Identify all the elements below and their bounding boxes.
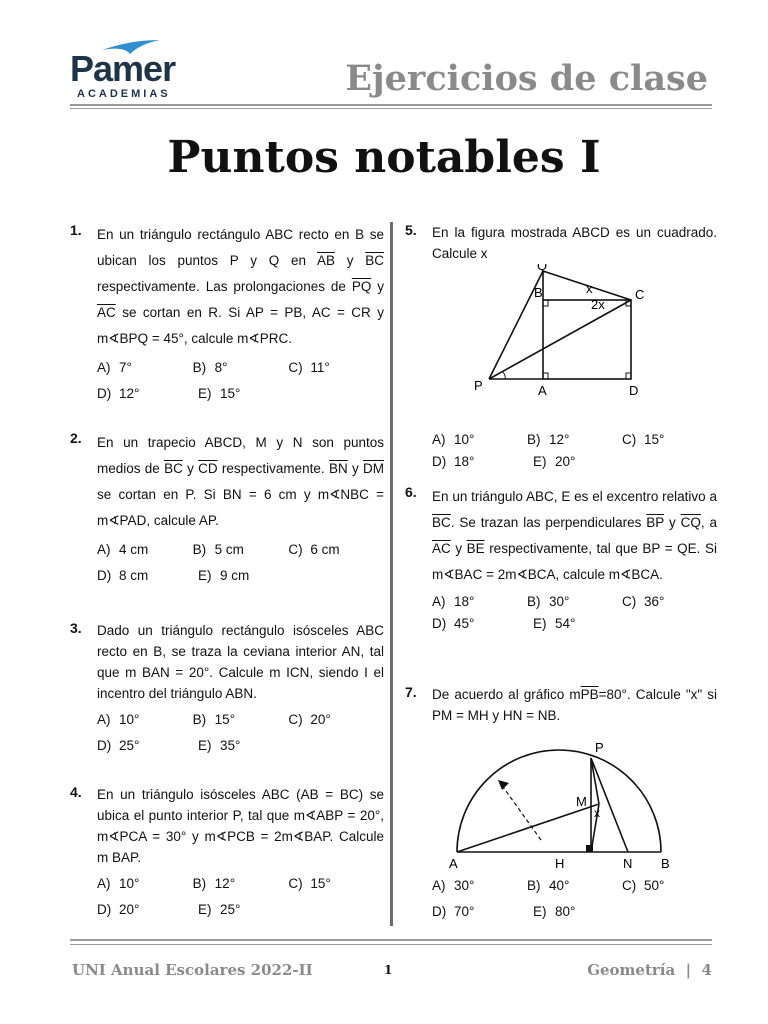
exercise-number: 5. <box>405 222 417 238</box>
exercise-3 <box>70 620 384 758</box>
page-title: Puntos notables I <box>167 132 601 183</box>
exercise-5 <box>405 222 717 472</box>
option-a[interactable]: A) 4 cm <box>97 541 149 557</box>
square-diagram <box>405 264 717 414</box>
option-c[interactable]: C) 15° <box>288 875 331 891</box>
exercise-4 <box>70 784 384 922</box>
exercise-6 <box>405 484 717 634</box>
exercise-1 <box>70 222 384 406</box>
option-e[interactable]: E) 25° <box>198 901 241 917</box>
segment-label: $\overline{PQ}$ <box>351 279 372 294</box>
text-run: , a <box>700 515 717 530</box>
answer-options <box>97 706 384 758</box>
column-divider <box>390 222 393 926</box>
exercise-2 <box>70 430 384 588</box>
option-d[interactable]: D) 18° <box>432 453 475 469</box>
footer-page-marker: 1 <box>384 963 393 977</box>
exercise-number: 4. <box>70 784 82 800</box>
segment-label: $\overline{DM}$ <box>362 461 384 476</box>
label-q: Q <box>537 264 548 273</box>
segment-label: $\overline{BC}$ <box>432 515 451 530</box>
option-e[interactable]: E) 15° <box>198 385 241 401</box>
option-b[interactable]: B) 8° <box>192 359 228 375</box>
exercise-number: 7. <box>405 684 417 700</box>
exercise-statement <box>432 484 717 588</box>
option-b[interactable]: B) 30° <box>527 593 570 609</box>
option-c[interactable]: C) 11° <box>288 359 330 375</box>
label-a: A <box>449 856 458 868</box>
answer-options <box>432 590 717 634</box>
text-run: y <box>664 515 681 530</box>
segment-label: $\overline{AB}$ <box>317 253 336 268</box>
text-run: respectivamente. Las prolongaciones de <box>97 279 352 294</box>
exercise-statement: En la figura mostrada ABCD es un cuadrado. Calcule x <box>432 225 717 261</box>
label-d: D <box>629 383 639 398</box>
option-d[interactable]: D) 45° <box>432 615 475 631</box>
exercise-number: 3. <box>70 620 82 636</box>
semicircle-figure <box>405 726 717 868</box>
option-c[interactable]: C) 36° <box>622 593 665 609</box>
label-b: B <box>534 285 543 300</box>
segment-label: $\overline{BC}$ <box>365 253 384 268</box>
text-run: . Se trazan las perpendiculares <box>450 515 647 530</box>
option-e[interactable]: E) 80° <box>533 903 576 919</box>
exercise-7 <box>405 684 717 924</box>
answer-options <box>97 536 384 588</box>
text-run: y <box>335 253 366 268</box>
exercise-statement: En un triángulo isósceles ABC (AB = BC) se ubica el punto interior P, tal que m∢ABP = 20°, m∢PCA = 30° y m∢PCB = 2m∢BAP. Calcule m BAP. <box>97 787 384 865</box>
text-run: respectivamente, tal que BP = QE. Si m∢BAC = 2m∢BCA, calcule m∢BCA. <box>432 541 717 582</box>
option-a[interactable]: A) 10° <box>432 431 475 447</box>
option-c[interactable]: C) 15° <box>622 431 665 447</box>
exercise-statement: Dado un triángulo rectángulo isósceles ABC recto en B, se traza la ceviana interior AN, tal que m BAN = 20°. Calcule m ICN, siendo I el incentro del triángulo ABN. <box>97 623 384 701</box>
segment-label: $\overline{AC}$ <box>432 541 451 556</box>
text-run: En un triángulo ABC, E es el excentro relativo a <box>432 489 717 504</box>
segment-label: $\overline{AC}$ <box>97 305 116 320</box>
footer-course: UNI Anual Escolares 2022-II <box>72 961 313 979</box>
label-x: x <box>594 806 600 820</box>
semicircle-diagram <box>405 726 717 868</box>
label-p: P <box>595 740 604 755</box>
text-run: En un triángulo rectángulo ABC recto en B se ubican los puntos P y Q en <box>97 227 384 268</box>
footer-divider-thin <box>70 944 712 945</box>
option-e[interactable]: E) 9 cm <box>198 567 250 583</box>
header-divider-thin <box>70 108 712 109</box>
text-run: se cortan en R. Si AP = PB, AC = CR y m∢BPQ = 45°, calcule m∢PRC. <box>97 305 384 346</box>
option-e[interactable]: E) 35° <box>198 737 241 753</box>
option-c[interactable]: C) 6 cm <box>288 541 340 557</box>
option-e[interactable]: E) 54° <box>533 615 576 631</box>
option-d[interactable]: D) 20° <box>97 901 140 917</box>
segment-label: $\overline{CQ}$ <box>680 515 701 530</box>
option-b[interactable]: B) 40° <box>527 877 570 893</box>
exercise-number: 2. <box>70 430 82 446</box>
text-run: y <box>182 461 199 476</box>
footer-subject-page: Geometría | 4 <box>587 961 712 979</box>
text-run: y <box>371 279 384 294</box>
option-c[interactable]: C) 20° <box>288 711 331 727</box>
answer-options <box>97 870 384 922</box>
option-a[interactable]: A) 10° <box>97 711 140 727</box>
option-d[interactable]: D) 25° <box>97 737 140 753</box>
text-run: y <box>347 461 363 476</box>
exercise-statement <box>432 684 717 726</box>
option-a[interactable]: A) 10° <box>97 875 140 891</box>
segment-label: $\overline{BN}$ <box>328 461 348 476</box>
text-run: y <box>450 541 467 556</box>
text-run: se cortan en P. Si BN = 6 cm y m∢NBC = m∢PAD, calcule AP. <box>97 487 384 528</box>
label-m: M <box>576 794 587 809</box>
segment-label: $\overline{BP}$ <box>646 515 665 530</box>
segment-label: $\overline{BE}$ <box>466 541 485 556</box>
exercise-number: 1. <box>70 222 82 238</box>
text-run: En un trapecio ABCD, M y N son puntos medios de <box>97 435 384 476</box>
exercise-statement <box>97 222 384 352</box>
logo-subtitle: ACADEMIAS <box>77 88 171 100</box>
exercise-number: 6. <box>405 484 417 500</box>
option-c[interactable]: C) 50° <box>622 877 665 893</box>
right-angle-mark <box>586 845 593 852</box>
header-divider <box>70 104 712 106</box>
exercise-statement <box>97 430 384 534</box>
footer-divider <box>70 939 712 941</box>
answer-options <box>432 872 717 924</box>
label-b: B <box>661 856 670 868</box>
section-title: Ejercicios de clase <box>345 58 708 99</box>
label-c: C <box>635 287 645 302</box>
label-a: A <box>538 383 547 398</box>
answer-options <box>432 428 717 472</box>
label-2x: 2x <box>591 297 605 312</box>
arrow-head-icon <box>498 780 509 790</box>
option-a[interactable]: A) 30° <box>432 877 475 893</box>
segment-label: $\overline{BC}$ <box>164 461 183 476</box>
text-run: =80°. Calcule "x" si PM = MH y HN = NB. <box>432 687 717 723</box>
text-run: De acuerdo al gráfico m <box>432 687 581 702</box>
option-b[interactable]: B) 5 cm <box>192 541 244 557</box>
segment-label: $\overline{CD}$ <box>198 461 218 476</box>
option-d[interactable]: D) 70° <box>432 903 475 919</box>
option-e[interactable]: E) 20° <box>533 453 576 469</box>
option-d[interactable]: D) 12° <box>97 385 140 401</box>
arc-label: $\overline{PB}$ <box>580 687 599 702</box>
option-b[interactable]: B) 12° <box>527 431 570 447</box>
label-p: P <box>474 378 483 393</box>
option-a[interactable]: A) 7° <box>97 359 132 375</box>
text-run: respectivamente. <box>217 461 329 476</box>
label-x: x <box>586 281 593 296</box>
option-b[interactable]: B) 12° <box>192 875 236 891</box>
label-n: N <box>623 856 633 868</box>
option-d[interactable]: D) 8 cm <box>97 567 149 583</box>
logo-word: Pamer <box>70 48 176 89</box>
option-a[interactable]: A) 18° <box>432 593 475 609</box>
option-b[interactable]: B) 15° <box>192 711 236 727</box>
pamer-logo <box>70 38 200 100</box>
label-h: H <box>555 856 565 868</box>
answer-options <box>97 354 384 406</box>
square-figure <box>405 264 717 414</box>
